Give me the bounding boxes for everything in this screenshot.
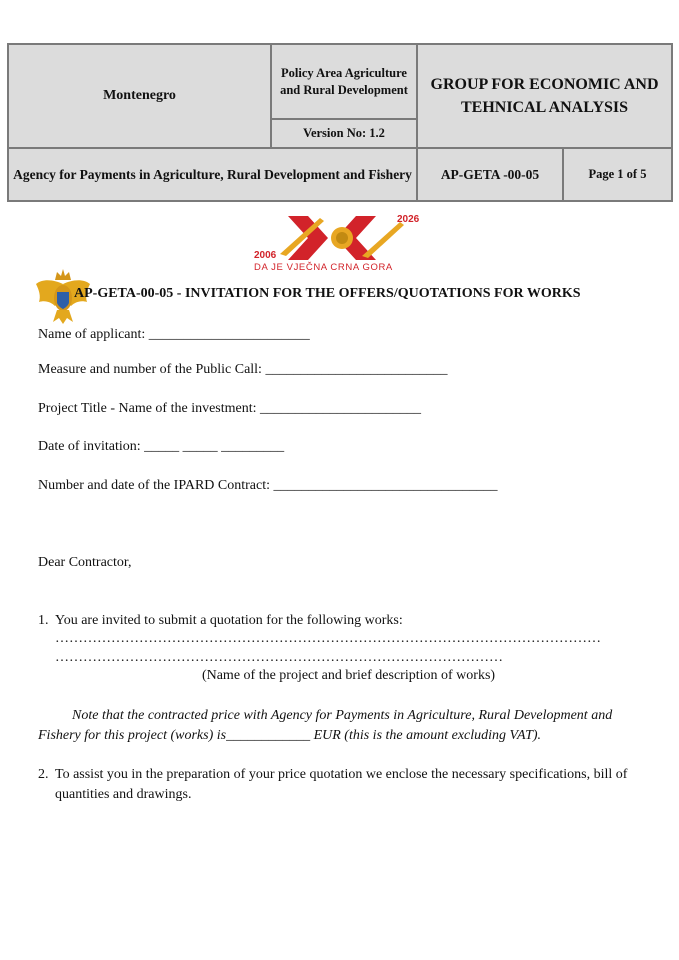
invitation-date-field: Date of invitation: _____ _____ _________ — [38, 439, 285, 454]
document-title: AP-GETA-00-05 - INVITATION FOR THE OFFERS/QUOTATIONS FOR WORKS — [74, 286, 581, 301]
list-item-text: You are invited to submit a quotation for the following works: — [55, 613, 403, 628]
logo-motto: DA JE VJEČNA CRNA GORA — [254, 262, 393, 273]
public-call-field: Measure and number of the Public Call: __________________________ — [38, 362, 448, 377]
logo-year-start: 2006 — [254, 250, 277, 261]
country-cell: Montenegro — [8, 44, 271, 148]
document-code-cell: AP-GETA -00-05 — [417, 148, 563, 201]
version-cell: Version No: 1.2 — [271, 119, 417, 148]
agency-cell: Agency for Payments in Agriculture, Rural Development and Fishery — [8, 148, 417, 201]
policy-area-cell: Policy Area Agriculture and Rural Development — [271, 44, 417, 119]
salutation: Dear Contractor, — [38, 555, 132, 570]
dotted-line-2: …………………………………………………………………………………… — [55, 650, 503, 665]
list-item-number: 1. — [38, 613, 49, 628]
page-number-cell: Page 1 of 5 — [563, 148, 672, 201]
list-item-number: 2. — [38, 767, 49, 782]
logo-year-end: 2026 — [397, 214, 420, 225]
list-item-2 — [38, 765, 642, 805]
applicant-name-field: Name of applicant: _______________________ — [38, 327, 310, 342]
works-description-caption: (Name of the project and brief description of works) — [201, 668, 496, 683]
group-cell: GROUP FOR ECONOMIC AND TEHNICAL ANALYSIS — [417, 44, 672, 148]
list-item-1 — [38, 611, 642, 631]
anniversary-logo — [250, 208, 435, 274]
dotted-line-1: ……………………………………………………………………………………………………… — [55, 631, 601, 646]
project-title-field: Project Title - Name of the investment: _______________________ — [38, 401, 422, 416]
list-item-text: To assist you in the preparation of your price quotation we enclose the necessary specifications, bill of quantities and drawings. — [55, 767, 628, 802]
ipard-contract-field: Number and date of the IPARD Contract: ________________________________ — [38, 478, 498, 493]
contract-price-note: Note that the contracted price with Agency for Payments in Agriculture, Rural Development and Fishery for this project (works) is____________ EUR (this is the amount excluding VAT). — [38, 708, 613, 743]
document-header-table — [7, 43, 673, 202]
